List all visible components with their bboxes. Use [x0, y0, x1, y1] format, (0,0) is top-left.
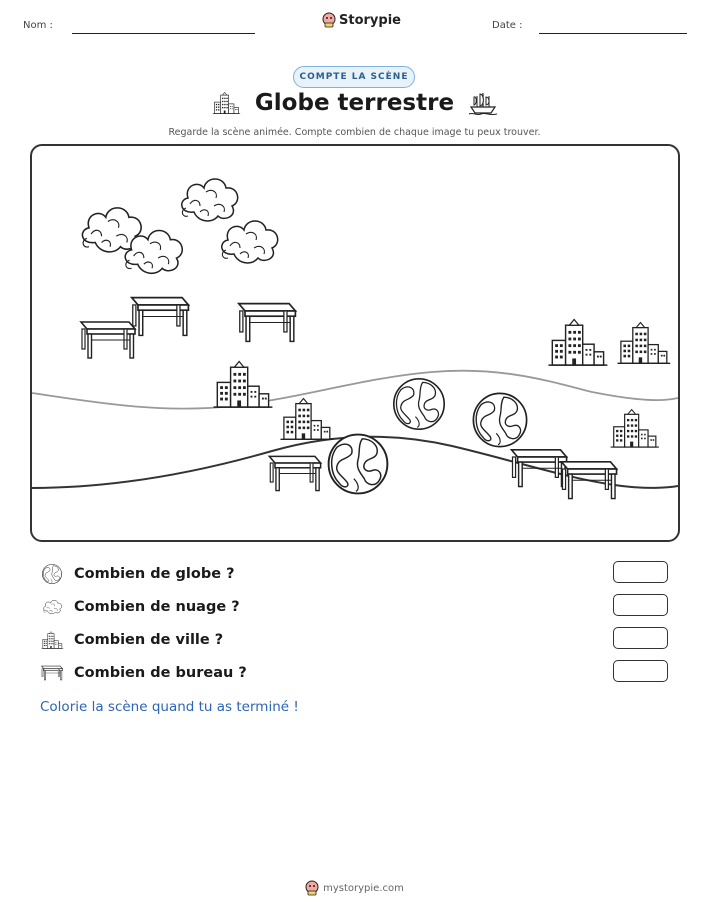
city-1	[214, 362, 273, 408]
city-icon	[40, 628, 64, 652]
question-label: Combien de nuage ?	[74, 599, 240, 615]
question-globe	[40, 562, 670, 586]
answer-box-city[interactable]	[613, 627, 668, 649]
cloud-2	[182, 179, 238, 221]
brand-name: Storypie	[339, 12, 401, 28]
title-row	[0, 90, 709, 116]
city-4	[618, 323, 671, 364]
cloud-4	[222, 221, 278, 263]
globe-icon	[40, 562, 64, 586]
question-city	[40, 628, 670, 652]
name-label: Nom :	[23, 20, 53, 31]
answer-box-cloud[interactable]	[613, 594, 668, 616]
section-badge: COMPTE LA SCÈNE	[293, 66, 415, 88]
name-line[interactable]	[72, 33, 255, 34]
page-title: Globe terrestre	[254, 90, 455, 116]
desk-icon	[40, 661, 64, 685]
globe-2	[473, 393, 526, 446]
date-line[interactable]	[539, 33, 687, 34]
brand-logo	[322, 12, 401, 28]
city-3	[549, 320, 608, 366]
cloud-icon	[40, 595, 64, 619]
desk-5	[511, 450, 566, 487]
desk-4	[269, 456, 320, 490]
question-desk	[40, 661, 670, 685]
footer-url: mystorypie.com	[323, 882, 404, 894]
question-label: Combien de ville ?	[74, 632, 224, 648]
question-label: Combien de globe ?	[74, 566, 235, 582]
desk-3	[239, 304, 296, 342]
storypie-mascot-icon	[322, 12, 336, 28]
question-cloud	[40, 595, 670, 619]
city-2	[281, 399, 334, 440]
city-icon	[211, 90, 241, 116]
globe-1	[394, 379, 444, 429]
scene-illustration	[30, 144, 680, 542]
question-label: Combien de bureau ?	[74, 665, 247, 681]
globe-3	[329, 435, 388, 494]
scene-canvas	[32, 146, 678, 540]
hill-line-upper	[32, 371, 678, 409]
desk-2	[132, 298, 189, 336]
storypie-mascot-icon	[305, 880, 319, 896]
answer-box-globe[interactable]	[613, 561, 668, 583]
city-5	[611, 410, 659, 447]
date-label: Date :	[492, 20, 523, 31]
footer-brand	[0, 880, 709, 896]
instructions: Regarde la scène animée. Compte combien de chaque image tu peux trouver.	[168, 127, 541, 138]
ship-icon	[468, 90, 498, 116]
answer-box-desk[interactable]	[613, 660, 668, 682]
desk-1	[81, 322, 135, 358]
desk-6	[561, 462, 616, 499]
coloring-instruction: Colorie la scène quand tu as terminé !	[40, 699, 299, 715]
